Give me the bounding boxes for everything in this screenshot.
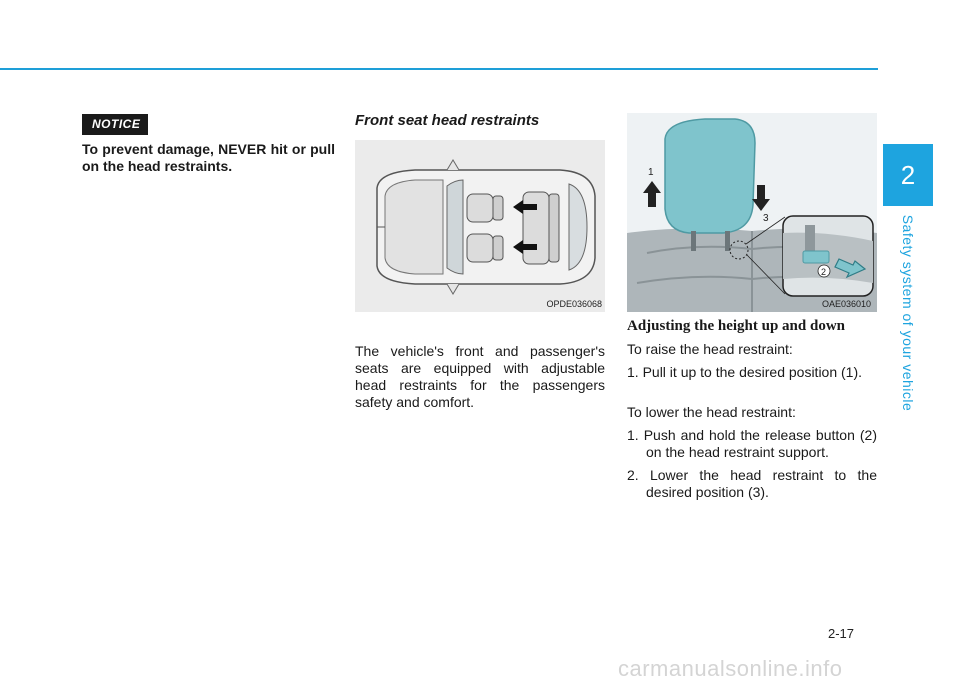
vehicle-illustration	[355, 140, 605, 312]
section-body: The vehicle's front and passenger's seats are equipped with adjustable head restraints for the passengers safety and comfort.	[355, 343, 605, 410]
notice-text: To prevent damage, NEVER hit or pull on the head restraints.	[82, 141, 335, 174]
raise-intro: To raise the head restraint:	[627, 341, 793, 357]
figure-code: OAE036010	[821, 299, 871, 309]
callout-2: 2	[821, 267, 827, 277]
chapter-tab	[883, 206, 933, 419]
chapter-title: Safety system of your vehicle	[900, 214, 916, 411]
adjust-instructions	[627, 341, 877, 501]
head-restraint-illustration	[627, 113, 877, 312]
raise-step: 1. Pull it up to the desired position (1).	[627, 364, 863, 380]
figure-code: OPDE036068	[546, 299, 602, 309]
head-restraint-figure	[627, 113, 877, 312]
section-heading: Front seat head restraints	[355, 112, 540, 129]
callout-3: 3	[763, 213, 769, 224]
watermark: carmanualsonline.info	[618, 656, 843, 681]
chapter-number: 2	[883, 144, 933, 206]
lower-step-1: 1. Push and hold the release button (2) on the head restraint support.	[627, 427, 877, 460]
header-rule	[0, 68, 878, 70]
lower-step-2: 2. Lower the head restraint to the desired position (3).	[627, 467, 877, 500]
vehicle-top-view-figure	[355, 140, 605, 312]
subsection-heading: Adjusting the height up and down	[627, 318, 845, 334]
callout-1: 1	[648, 167, 654, 178]
notice-badge: NOTICE	[82, 114, 148, 135]
page-number: 2-17	[828, 626, 855, 641]
lower-intro: To lower the head restraint:	[627, 404, 796, 420]
